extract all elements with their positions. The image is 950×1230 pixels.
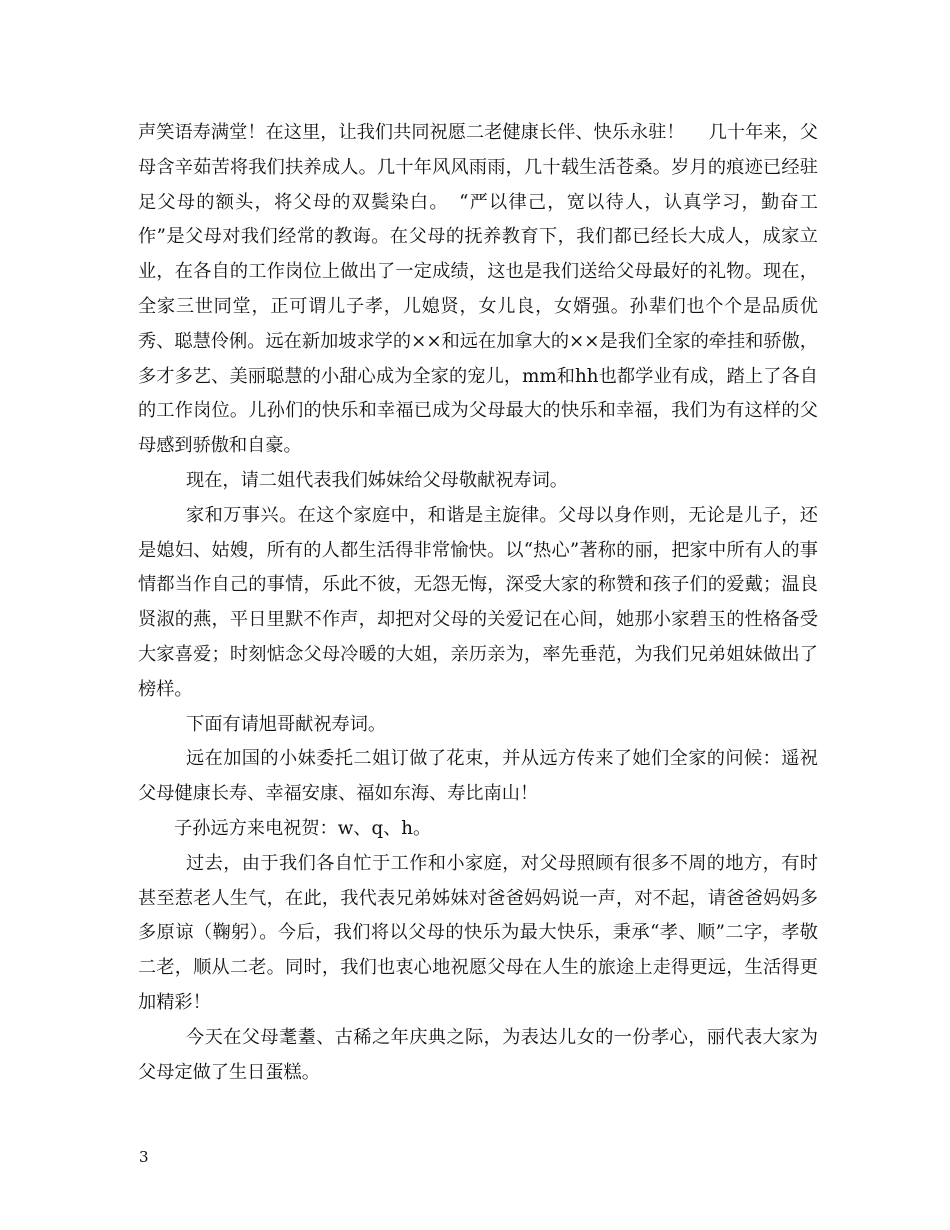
paragraph-8: 今天在父母耄耋、古稀之年庆典之际，为表达儿女的一份孝心，丽代表大家为父母定做了生日蛋糕。	[138, 1026, 818, 1083]
paragraph-6: 子孙远方来电祝贺：w、q、h。	[174, 817, 432, 839]
paragraph-1: 声笑语寿满堂！在这里，让我们共同祝愿二老健康长伴、快乐永驻！ 几十年来，父母含辛茹苦将我们扶养成人。几十年风风雨雨，几十载生活苍桑。岁月的痕迹已经驻足父母的额头，将父母的双鬓染白。 “严以律己，宽以待人，认真学习，勤奋工作”是父母对我们经常的教诲。在父母的抚养教育下，我们都已经长大成人，成家立业，在各自的工作岗位上做出了一定成绩，这也是我们送给父母最好的礼物。现在，全家三世同堂，正可谓儿子孝，儿媳贤，女儿良，女婿强。孙辈们也个个是品质优秀、聪慧伶俐。远在新加坡求学的××和远在加拿大的××是我们全家的牵挂和骄傲，多才多艺、美丽聪慧的小甜心成为全家的宠儿，mm和hh也都学业有成，踏上了各自的工作岗位。儿孙们的快乐和幸福已成为父母最大的快乐和幸福，我们为有这样的父母感到骄傲和自豪。	[138, 122, 818, 457]
paragraph-4: 下面有请旭哥献祝寿词。	[186, 713, 387, 735]
paragraph-3: 家和万事兴。在这个家庭中，和谐是主旋律。父母以身作则，无论是儿子，还是媳妇、姑嫂，所有的人都生活得非常愉快。以“热心”著称的丽，把家中所有人的事情都当作自己的事情，乐此不彼，无怨无悔，深受大家的称赞和孩子们的爱戴；温良贤淑的燕，平日里默不作声，却把对父母的关爱记在心间，她那小家碧玉的性格备受大家喜爱；时刻惦念父母冷暖的大姐，亲历亲为，率先垂范，为我们兄弟姐妹做出了榜样。	[138, 504, 818, 700]
document-body	[138, 116, 818, 1090]
paragraph-7: 过去，由于我们各自忙于工作和小家庭，对父母照顾有很多不周的地方，有时甚至惹老人生气，在此，我代表兄弟姊妹对爸爸妈妈说一声，对不起，请爸爸妈妈多多原谅（鞠躬）。今后，我们将以父母的快乐为最大快乐，秉承“孝、顺”二字，孝敬二老，顺从二老。同时，我们也衷心地祝愿父母在人生的旅途上走得更远，生活得更加精彩！	[138, 852, 818, 1013]
paragraph-2: 现在，请二姐代表我们姊妹给父母敬献祝寿词。	[186, 469, 568, 491]
page-number: 3	[139, 1148, 149, 1166]
paragraph-5: 远在加国的小妹委托二姐订做了花束，并从远方传来了她们全家的问候：遥祝父母健康长寿、幸福安康、福如东海、寿比南山！	[138, 748, 818, 805]
